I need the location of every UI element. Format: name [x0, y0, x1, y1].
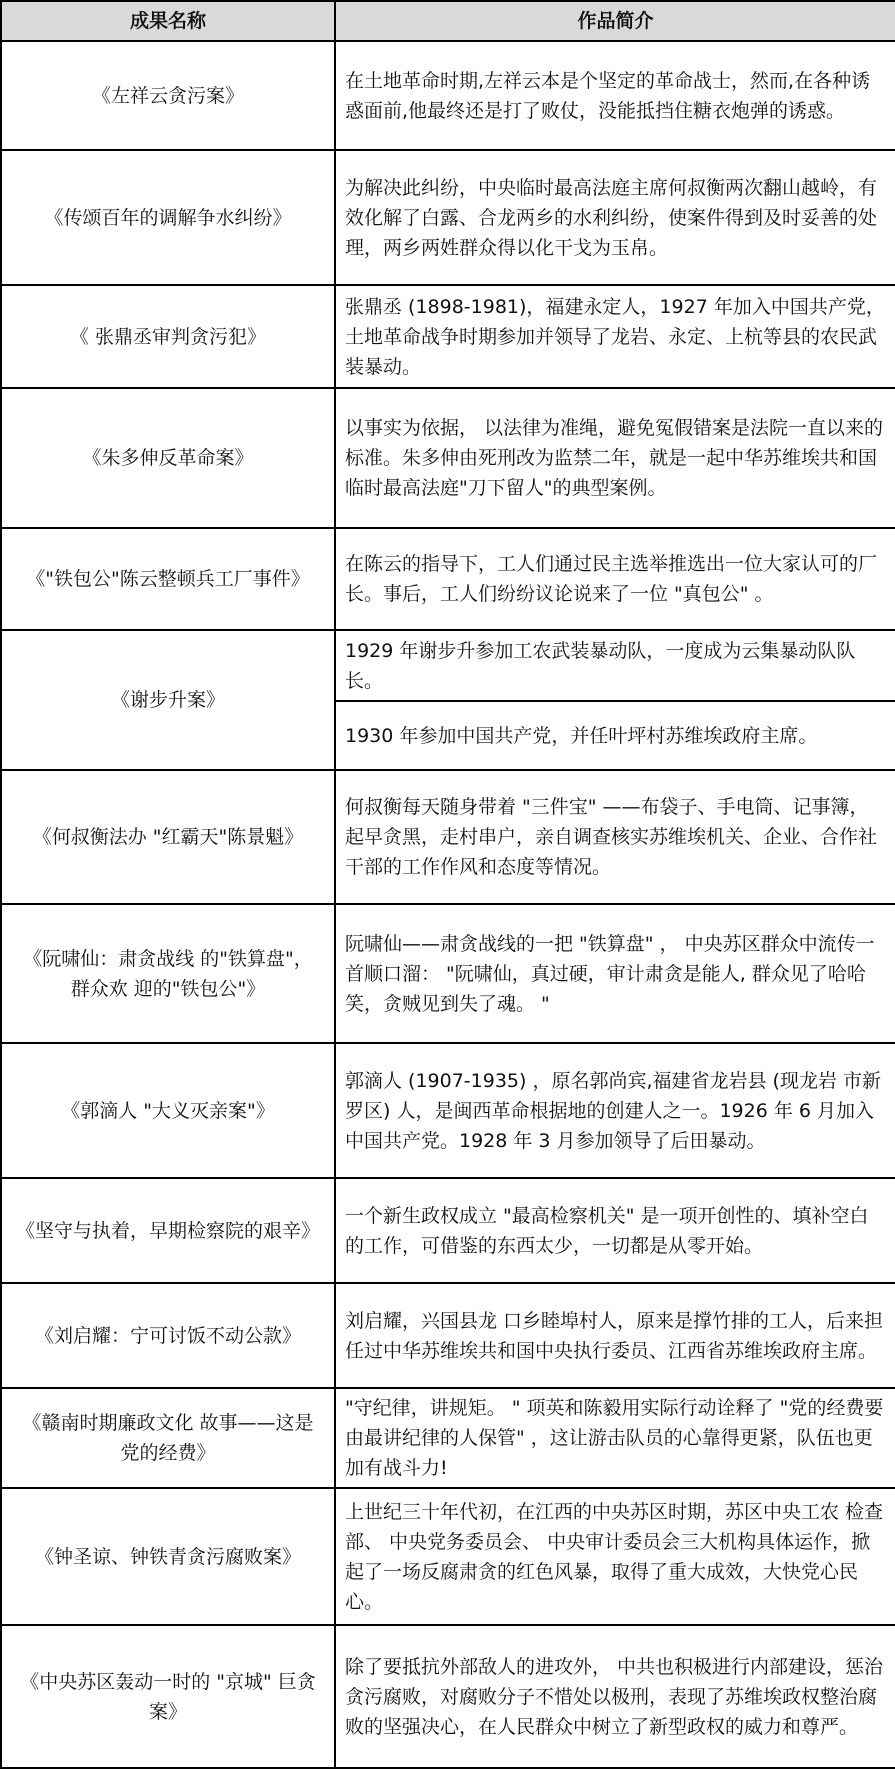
result-intro: 在土地革命时期,左祥云本是个坚定的革命战士，然而,在各种诱惑面前,他最终还是打了败仗，没能抵挡住糖衣炮弹的诱惑。 — [335, 41, 895, 150]
table-row — [1, 1043, 895, 1178]
result-name: 《刘启耀：宁可讨饭不动公款》 — [1, 1283, 335, 1388]
table-row — [1, 770, 895, 904]
table-row — [1, 528, 895, 630]
result-name: 《钟圣谅、钟铁青贪污腐败案》 — [1, 1488, 335, 1625]
result-intro: 一个新生政权成立 "最高检察机关" 是一项开创性的、填补空白的工作，可借鉴的东西太少，一切都是从零开始。 — [335, 1178, 895, 1283]
result-name: 《中央苏区轰动一时的 "京城" 巨贪案》 — [1, 1625, 335, 1768]
result-name: 《左祥云贪污案》 — [1, 41, 335, 150]
table-row — [1, 630, 895, 701]
table-header-row — [1, 1, 895, 41]
table-row — [1, 1178, 895, 1283]
result-intro: 除了要抵抗外部敌人的进攻外， 中共也积极进行内部建设，惩治贪污腐败，对腐败分子不惜处以极刑，表现了苏维埃政权整治腐败的坚强决心，在人民群众中树立了新型政权的威力和尊严。 — [335, 1625, 895, 1768]
column-header-name: 成果名称 — [1, 1, 335, 41]
result-name: 《"铁包公"陈云整顿兵工厂事件》 — [1, 528, 335, 630]
result-name: 《谢步升案》 — [1, 630, 335, 770]
result-intro: 阮啸仙——肃贪战线的一把 "铁算盘" ， 中央苏区群众中流传一首顺口溜： "阮啸仙，真过硬，审计肃贪是能人, 群众见了哈哈笑，贪贼见到失了魂。 " — [335, 904, 895, 1043]
result-intro: 刘启耀，兴国县龙 口乡睦埠村人，原来是撑竹排的工人，后来担任过中华苏维埃共和国中央执行委员、江西省苏维埃政府主席。 — [335, 1283, 895, 1388]
result-intro: 郭滴人 (1907-1935) ，原名郭尚宾,福建省龙岩县 (现龙岩 市新罗区) 人，是闽西革命根据地的创建人之一。1926 年 6 月加入中国共产党。1928 年 3 月参加领导了后田暴动。 — [335, 1043, 895, 1178]
result-intro: "守纪律，讲规矩。 " 项英和陈毅用实际行动诠释了 "党的经费要由最讲纪律的人保管" ，这让游击队员的心靠得更紧，队伍也更加有战斗力! — [335, 1388, 895, 1488]
result-name: 《郭滴人 "大义灭亲案"》 — [1, 1043, 335, 1178]
result-intro: 何叔衡每天随身带着 "三件宝" ——布袋子、手电筒、记事簿，起早贪黑，走村串户，亲自调查核实苏维埃机关、企业、合作社干部的工作作风和态度等情况。 — [335, 770, 895, 904]
table-row — [1, 1388, 895, 1488]
result-name: 《 张鼎丞审判贪污犯》 — [1, 285, 335, 388]
table-row — [1, 388, 895, 528]
result-intro: 以事实为依据， 以法律为准绳，避免冤假错案是法院一直以来的标准。朱多伸由死刑改为监禁二年，就是一起中华苏维埃共和国临时最高法庭"刀下留人"的典型案例。 — [335, 388, 895, 528]
result-name: 《朱多伸反革命案》 — [1, 388, 335, 528]
result-intro: 1929 年谢步升参加工农武装暴动队，一度成为云集暴动队队长。 — [335, 630, 895, 701]
result-intro: 1930 年参加中国共产党，并任叶坪村苏维埃政府主席。 — [335, 701, 895, 770]
result-name: 《阮啸仙：肃贪战线 的"铁算盘"，群众欢 迎的"铁包公"》 — [1, 904, 335, 1043]
result-name: 《何叔衡法办 "红霸天"陈景魁》 — [1, 770, 335, 904]
result-intro: 为解决此纠纷，中央临时最高法庭主席何叔衡两次翻山越岭，有效化解了白露、合龙两乡的水利纠纷，使案件得到及时妥善的处理，两乡两姓群众得以化干戈为玉帛。 — [335, 150, 895, 285]
table-row — [1, 1283, 895, 1388]
column-header-intro: 作品简介 — [335, 1, 895, 41]
result-name: 《赣南时期廉政文化 故事——这是党的经费》 — [1, 1388, 335, 1488]
result-name: 《传颂百年的调解争水纠纷》 — [1, 150, 335, 285]
result-intro: 在陈云的指导下，工人们通过民主选举推选出一位大家认可的厂长。事后，工人们纷纷议论说来了一位 "真包公" 。 — [335, 528, 895, 630]
table-row — [1, 904, 895, 1043]
table-row — [1, 285, 895, 388]
result-intro: 张鼎丞 (1898-1981)，福建永定人，1927 年加入中国共产党， 土地革命战争时期参加并领导了龙岩、永定、上杭等县的农民武装暴动。 — [335, 285, 895, 388]
result-name: 《坚守与执着，早期检察院的艰辛》 — [1, 1178, 335, 1283]
result-intro: 上世纪三十年代初，在江西的中央苏区时期，苏区中央工农 检查部、 中央党务委员会、 中央审计委员会三大机构具体运作，掀起了一场反腐肃贪的红色风暴，取得了重大成效，大快党心民心。 — [335, 1488, 895, 1625]
table-row — [1, 1625, 895, 1768]
table-row — [1, 1488, 895, 1625]
table-row — [1, 150, 895, 285]
table-row — [1, 41, 895, 150]
